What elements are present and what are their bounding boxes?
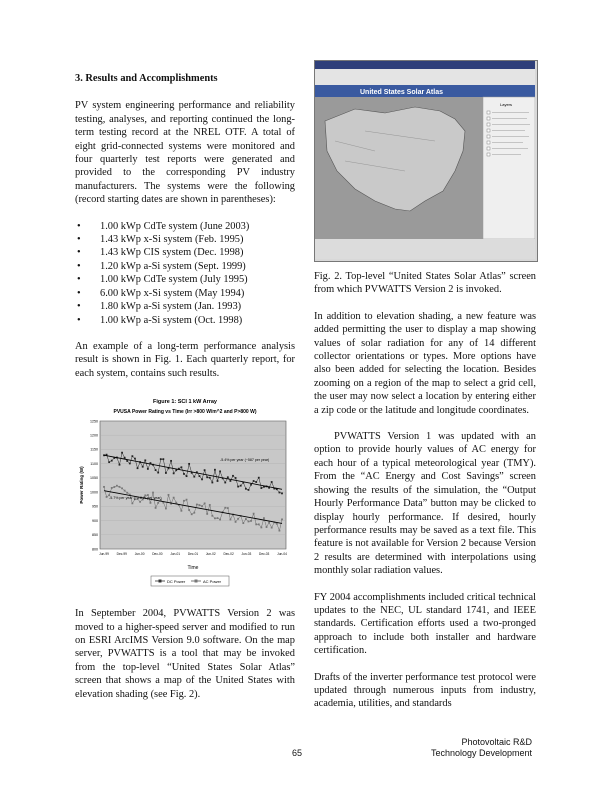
list-item: • 1.00 kWp CdTe system (July 1995) [75, 273, 295, 286]
list-item: • 1.00 kWp CdTe system (June 2003) [75, 220, 295, 233]
data-point [131, 455, 133, 457]
x-axis-label: Time [187, 565, 199, 572]
x-tick-label: Dec-00 [152, 552, 163, 557]
data-point [224, 482, 226, 484]
data-point [103, 486, 105, 488]
data-point [137, 467, 139, 469]
atlas-header-title: United States Solar Atlas [360, 89, 443, 96]
list-item: • 6.00 kWp x-Si system (May 1994) [75, 287, 295, 300]
right-column [314, 60, 536, 724]
september-paragraph: In September 2004, PVWATTS Version 2 was moved to a higher-speed server and modified to run on ESRI ArcIMS Version 9.0 software. On the map server, PVWATTS is a tool that may be invoked from the top-level “United States Solar Atlas” screen that shows a map of the United States with elevation shading (see Fig. 2). [75, 608, 295, 700]
layers-panel-title: Layers [500, 102, 513, 107]
data-point [175, 502, 177, 504]
data-point [271, 481, 273, 483]
data-point [199, 504, 201, 506]
list-item: • 1.43 kWp CIS system (Dec. 1998) [75, 246, 295, 259]
right-paragraph-4: Drafts of the inverter performance test protocol were updated through numerous inputs from industry, academia, utilities, and standards [314, 671, 536, 710]
data-point [119, 464, 121, 466]
data-point [206, 513, 208, 515]
data-point [279, 530, 281, 532]
data-point [271, 527, 273, 529]
data-point [266, 526, 268, 528]
data-point [240, 485, 242, 487]
chart-subtitle: PVUSA Power Rating vs Time (Irr >800 W/m^2 and P>800 W) [113, 409, 257, 416]
right-paragraph-3: FY 2004 accomplishments included critical technical updates to the NEC, UL standard 1741, and IEEE standards. Certification efforts used a two-pronged approach to include both installer and hardware certification. [314, 591, 536, 657]
x-tick-label: Jun-01 [170, 552, 181, 557]
y-ticks [90, 419, 98, 551]
data-point [279, 492, 281, 494]
data-point [214, 518, 216, 520]
data-point [242, 522, 244, 524]
data-point [255, 524, 257, 526]
data-point [168, 494, 170, 496]
figure-1-chart [75, 393, 295, 593]
data-point [268, 522, 270, 524]
data-point [180, 467, 182, 469]
data-point [139, 501, 141, 503]
data-point [209, 504, 211, 506]
browser-toolbar [315, 69, 535, 85]
data-point [121, 452, 123, 454]
data-point [230, 519, 232, 521]
data-point [263, 517, 265, 519]
x-tick-label: Jun-04 [277, 552, 287, 557]
figure-2-screenshot [314, 60, 538, 262]
data-point [183, 473, 185, 475]
data-point [157, 502, 159, 504]
data-point [113, 486, 115, 488]
data-point [193, 476, 195, 478]
x-tick-label: Dec-03 [259, 552, 270, 557]
example-paragraph: An example of a long-term performance analysis result is shown in Fig. 1. Each quarterly report, for each system, contains such results. [75, 340, 295, 379]
list-item: • 1.43 kWp x-Si system (Feb. 1995) [75, 233, 295, 246]
data-point [116, 485, 118, 487]
systems-list [75, 220, 295, 327]
right-paragraph-1: In addition to elevation shading, a new feature was added permitting the user to display a map showing values of solar radiation for any of 14 different collector orientations or types. More options have also been added for selecting the location. Besides zooming on a region of the map to select a grid cell, the user may now select a location by entering either a zip code or the latitude and longitude coordinates. [314, 310, 536, 416]
data-point [124, 457, 126, 459]
data-point [219, 519, 221, 521]
x-tick-label: Jun-00 [134, 552, 145, 557]
data-point [201, 479, 203, 481]
data-point [193, 512, 195, 514]
data-point [111, 460, 113, 462]
data-point [147, 468, 149, 470]
data-point [204, 469, 206, 471]
data-point [186, 475, 188, 477]
data-point [235, 477, 237, 479]
y-tick-label: 950 [92, 504, 98, 509]
x-ticks [99, 552, 287, 556]
data-point [142, 466, 144, 468]
data-point [248, 489, 250, 491]
data-point [237, 486, 239, 488]
data-point [188, 463, 190, 465]
data-point [106, 496, 108, 498]
intro-paragraph: PV system engineering performance and reliability testing, analyses, and reporting continued the long-term testing record at the NREL OTF. A total of eight grid-connected systems were monitored and four quarterly test reports were generated and provided to the corresponding PV industry manufacturers. The systems were the following (record starting dates are shown in parentheses): [75, 100, 295, 206]
y-tick-label: 800 [92, 547, 98, 552]
data-point [134, 458, 136, 460]
legend-dc: DC Power [167, 579, 186, 585]
y-tick-label: 1200 [90, 433, 98, 438]
data-point [281, 493, 283, 495]
footer-dept-line2: Technology Development [430, 748, 532, 758]
x-tick-label: Jun-02 [205, 552, 216, 557]
right-paragraph-2: PVWATTS Version 1 was updated with an option to provide hourly values of AC energy for each hour of a typical meteorological year (TMY). From the “AC Energy and Cost Savings” screen showing the results of the simulation, the “Output Hourly Performance Data” button may be clicked to display hourly performance. If desired, hourly performance results may be saved as a text file. This feature is not available for Version 2 because Version 2 results are determined with interpolations using monthly solar radiation values. [314, 431, 536, 577]
data-point [173, 473, 175, 475]
x-tick-label: Jun-99 [99, 552, 109, 557]
data-point [214, 469, 216, 471]
data-point [245, 488, 247, 490]
data-point [111, 487, 113, 489]
data-point [196, 504, 198, 506]
data-point [227, 476, 229, 478]
footer-dept-line1: Photovoltaic R&D [461, 737, 532, 747]
x-tick-label: Jun-03 [241, 552, 252, 557]
y-tick-label: 1150 [90, 447, 98, 452]
footer-department [431, 737, 532, 759]
trend-label-dc: -5.4% per year (~587 per year) [220, 458, 270, 463]
data-point [217, 480, 219, 482]
data-point [232, 475, 234, 477]
data-point [235, 521, 237, 523]
data-point [162, 458, 164, 460]
data-point [155, 507, 157, 509]
data-point [173, 497, 175, 499]
data-point [188, 509, 190, 511]
data-point [155, 469, 157, 471]
x-tick-label: Dec-01 [187, 552, 199, 557]
y-tick-label: 1050 [90, 476, 98, 481]
data-point [237, 518, 239, 520]
x-tick-label: Dec-99 [116, 552, 127, 557]
data-point [160, 458, 162, 460]
list-item: • 1.80 kWp a-Si system (Jan. 1993) [75, 300, 295, 313]
data-point [206, 476, 208, 478]
data-point [219, 471, 221, 473]
window-titlebar [315, 61, 535, 69]
data-point [152, 492, 154, 494]
legend [151, 576, 229, 586]
chart-title: Figure 1: SCI 1 kW Array [153, 399, 217, 406]
data-point [211, 515, 213, 517]
data-point [250, 484, 252, 486]
data-point [131, 503, 133, 505]
legend-ac: AC Power [203, 579, 222, 585]
data-point [199, 475, 201, 477]
data-point [165, 508, 167, 510]
data-point [165, 472, 167, 474]
data-point [157, 472, 159, 474]
trend-label-ac: -5.7% per year (~5.8 W per year) [109, 496, 162, 501]
data-point [129, 463, 131, 465]
y-tick-label: 1000 [90, 490, 98, 495]
data-point [126, 492, 128, 494]
data-point [260, 527, 262, 529]
data-point [191, 513, 193, 515]
figure-2-caption: Fig. 2. Top-level “United States Solar Atlas” screen from which PVWATTS Version 2 is invoked. [314, 271, 536, 296]
data-point [260, 487, 262, 489]
data-point [258, 524, 260, 526]
data-point [230, 480, 232, 482]
y-axis-label: Power Rating (W) [79, 466, 84, 504]
data-point [186, 499, 188, 501]
section-title: 3. Results and Accomplishments [75, 73, 218, 84]
data-point [170, 460, 172, 462]
data-point [276, 523, 278, 525]
data-point [250, 520, 252, 522]
data-point [108, 461, 110, 463]
power-rating-chart [75, 393, 295, 593]
y-tick-label: 1100 [90, 462, 98, 467]
y-tick-label: 850 [92, 533, 98, 538]
solar-atlas-screenshot [315, 61, 535, 259]
page-number: 65 [292, 748, 303, 758]
data-point [217, 517, 219, 519]
data-point [175, 469, 177, 471]
y-tick-label: 900 [92, 518, 98, 523]
data-point [224, 507, 226, 509]
data-point [258, 477, 260, 479]
data-point [248, 521, 250, 523]
list-item: • 1.00 kWp a-Si system (Oct. 1998) [75, 314, 295, 327]
data-point [245, 518, 247, 520]
list-item: • 1.20 kWp a-Si system (Sept. 1999) [75, 260, 295, 273]
data-point [150, 502, 152, 504]
data-point [255, 481, 257, 483]
data-point [281, 519, 283, 521]
data-point [121, 488, 123, 490]
data-point [126, 460, 128, 462]
data-point [253, 480, 255, 482]
data-point [183, 500, 185, 502]
data-point [180, 510, 182, 512]
data-point [201, 505, 203, 507]
data-point [119, 486, 121, 488]
data-point [211, 482, 213, 484]
left-column [75, 72, 295, 714]
x-tick-label: Dec-02 [223, 552, 234, 557]
data-point [227, 507, 229, 509]
status-bar [315, 239, 535, 259]
data-point [144, 460, 146, 462]
data-point [253, 513, 255, 515]
data-point [124, 490, 126, 492]
y-tick-label: 1250 [90, 419, 98, 424]
data-point [204, 503, 206, 505]
data-point [209, 477, 211, 479]
